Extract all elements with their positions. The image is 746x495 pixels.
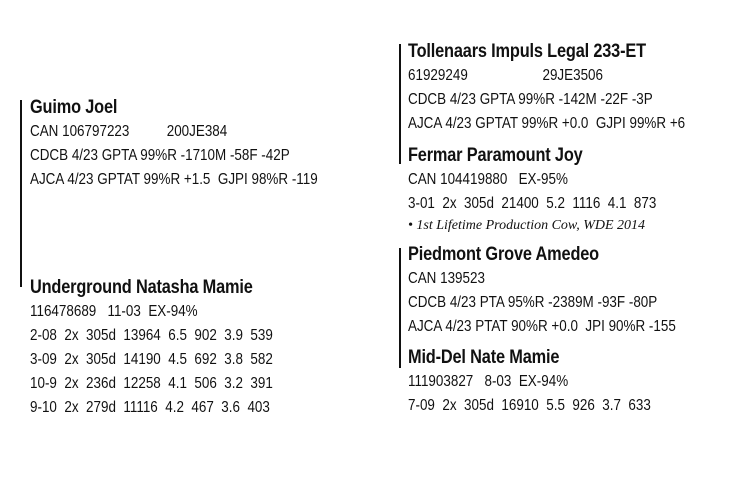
sire-cdcb-line: CDCB 4/23 GPTA 99%R -1710M -58F -42P xyxy=(30,147,290,164)
dam-record-line: 2-08 2x 305d 13964 6.5 902 3.9 539 xyxy=(30,327,273,344)
dam-sire-entry xyxy=(408,243,727,339)
dam-record-line: 3-09 2x 305d 14190 4.5 692 3.8 582 xyxy=(30,351,273,368)
sire-name: Guimo Joel xyxy=(30,97,118,118)
dam-dam-entry xyxy=(408,346,697,418)
sire-sire-id-line: 61929249 29JE3506 xyxy=(408,67,604,84)
sire-dam-name: Fermar Paramount Joy xyxy=(408,145,583,166)
sire-entry xyxy=(30,96,373,192)
sire-dam-entry xyxy=(408,144,704,236)
left-pedigree-bracket xyxy=(20,100,22,287)
sire-id-line: CAN 106797223 200JE384 xyxy=(30,123,228,140)
dam-sire-ajca-line: AJCA 4/23 PTAT 90%R +0.0 JPI 90%R -155 xyxy=(408,318,676,335)
right-sire-bracket xyxy=(399,44,401,164)
dam-dam-name: Mid-Del Nate Mamie xyxy=(408,347,560,368)
sire-dam-record-line: 3-01 2x 305d 21400 5.2 1116 4.1 873 xyxy=(408,195,657,212)
dam-sire-name: Piedmont Grove Amedeo xyxy=(408,244,600,265)
sire-sire-entry xyxy=(408,40,738,136)
dam-id-line: 116478689 11-03 EX-94% xyxy=(30,303,198,320)
dam-name: Underground Natasha Mamie xyxy=(30,277,253,298)
sire-sire-cdcb-line: CDCB 4/23 GPTA 99%R -142M -22F -3P xyxy=(408,91,653,108)
right-dam-bracket xyxy=(399,248,401,368)
dam-sire-id-line: CAN 139523 xyxy=(408,270,485,287)
dam-dam-record-line: 7-09 2x 305d 16910 5.5 926 3.7 633 xyxy=(408,397,651,414)
sire-dam-id-line: CAN 104419880 EX-95% xyxy=(408,171,568,188)
sire-dam-note: • 1st Lifetime Production Cow, WDE 2014 xyxy=(408,218,646,233)
sire-ajca-line: AJCA 4/23 GPTAT 99%R +1.5 GJPI 98%R -119 xyxy=(30,171,318,188)
sire-sire-name: Tollenaars Impuls Legal 233-ET xyxy=(408,41,646,62)
sire-sire-ajca-line: AJCA 4/23 GPTAT 99%R +0.0 GJPI 99%R +6 xyxy=(408,115,686,132)
dam-record-line: 10-9 2x 236d 12258 4.1 506 3.2 391 xyxy=(30,375,273,392)
dam-entry xyxy=(30,276,319,420)
dam-sire-cdcb-line: CDCB 4/23 PTA 95%R -2389M -93F -80P xyxy=(408,294,658,311)
dam-dam-id-line: 111903827 8-03 EX-94% xyxy=(408,373,569,390)
dam-record-line: 9-10 2x 279d 11116 4.2 467 3.6 403 xyxy=(30,399,270,416)
